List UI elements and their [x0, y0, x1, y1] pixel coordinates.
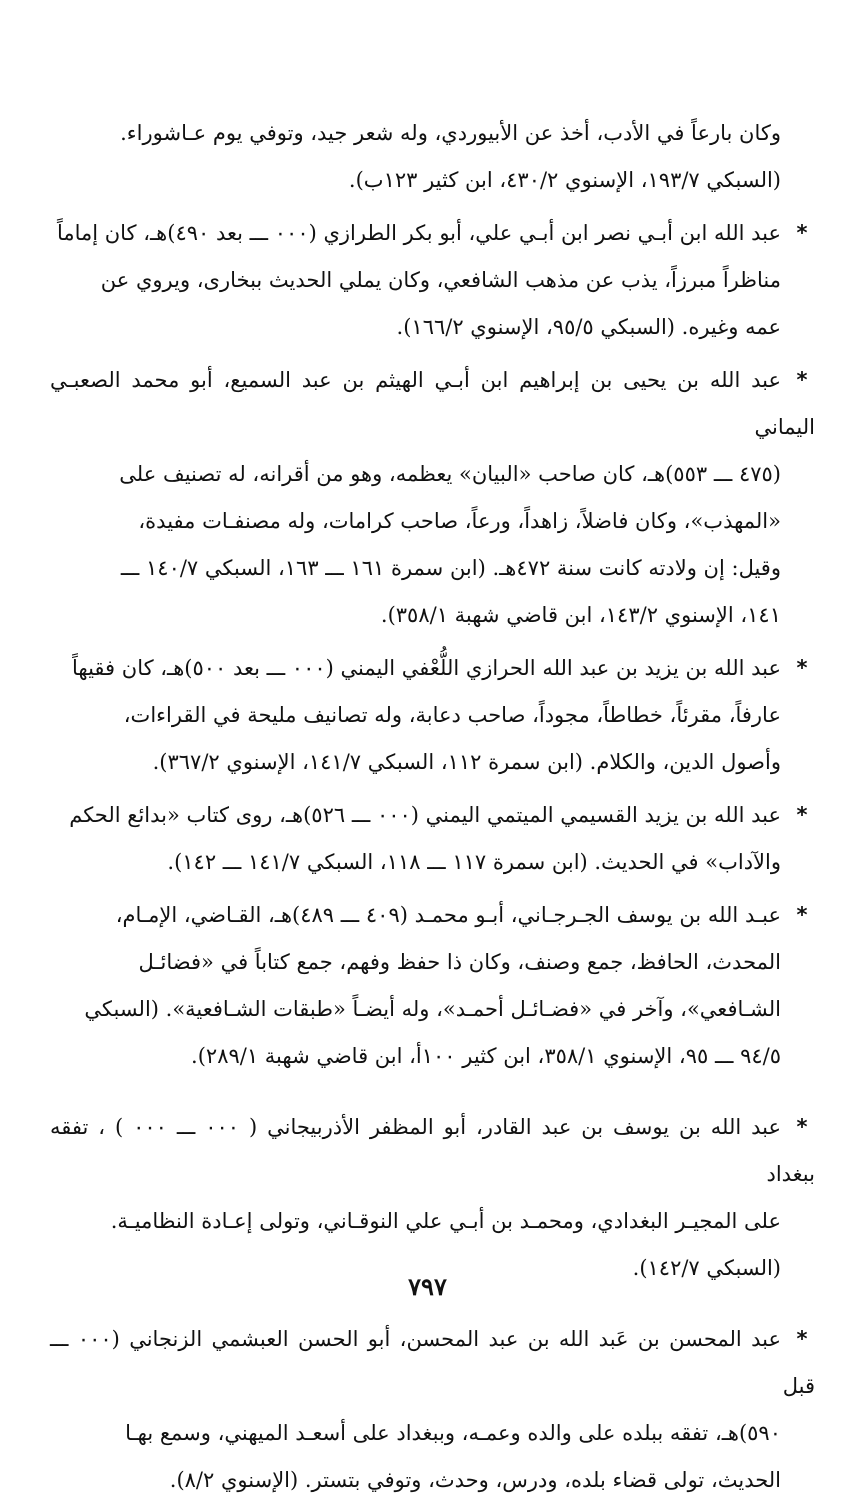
entry-line — [50, 257, 815, 304]
entry-line — [50, 739, 815, 786]
entry-line-text: ١٤١، الإسنوي ١٤٣/٢، ابن قاضي شهبة ٣٥٨/١). — [380, 603, 781, 627]
entry-line-text: ٩٤/٥ ـــ ٩٥، الإسنوي ٣٥٨/١، ابن كثير ١٠٠أ، ابن قاضي شهبة ٢٨٩/١). — [191, 1044, 781, 1068]
entry-line — [50, 110, 815, 157]
entry-line-text: وأصول الدين، والكلام. (ابن سمرة ١١٢، السبكي ١٤١/٧، الإسنوي ٣٦٧/٢). — [152, 750, 781, 774]
biography-entry — [50, 110, 815, 204]
entry-line — [50, 1316, 815, 1410]
entry-line — [50, 645, 815, 692]
entry-line-text: (السبكي ١٤٢/٧). — [632, 1256, 781, 1280]
entry-line — [50, 592, 815, 639]
biography-entry — [50, 357, 815, 639]
entry-line-text: الشـافعي»، وآخر في «فضـائـل أحمـد»، وله أيضـاً «طبقات الشـافعية». (السبكي — [84, 997, 781, 1021]
entry-line-text: وكان بارعاً في الأدب، أخذ عن الأبيوردي، وله شعر جيد، وتوفي يوم عـاشوراء. — [120, 121, 781, 145]
entry-line-text: مناظراً مبرزاً، يذب عن مذهب الشافعي، وكان يملي الحديث ببخارى، ويروي عن — [100, 268, 781, 292]
entry-line — [50, 892, 815, 939]
entry-line — [50, 839, 815, 886]
entry-line-text: وقيل: إن ولادته كانت سنة ٤٧٢هـ. (ابن سمرة ١٦١ ـــ ١٦٣، السبكي ١٤٠/٧ ـــ — [120, 556, 781, 580]
entry-line-text: عبـد الله بن يوسف الجـرجـاني، أبـو محمـد (٤٠٩ ـــ ٤٨٩)هـ، القـاضي، الإمـام، — [115, 903, 781, 927]
entry-line — [50, 1410, 815, 1457]
entry-star-marker: * — [796, 1327, 808, 1351]
page-number: ٧٩٧ — [408, 1272, 447, 1301]
entry-line — [50, 1457, 815, 1504]
entry-line-text: (٤٧٥ ـــ ٥٥٣)هـ، كان صاحب «البيان» يعظمه، وهو من أقرانه، له تصنيف على — [119, 462, 781, 486]
entry-star-marker: * — [796, 368, 808, 392]
entry-line-text: عبد الله ابن أبـي نصر ابن أبـي علي، أبو بكر الطرازي (٠٠٠ ـــ بعد ٤٩٠)هـ، كان إماماً — [56, 221, 781, 245]
entry-line — [50, 498, 815, 545]
entry-line — [50, 304, 815, 351]
entry-line — [50, 792, 815, 839]
entry-line — [50, 451, 815, 498]
entry-line — [50, 1198, 815, 1245]
entry-line-text: ٥٩٠)هـ، تفقه ببلده على والده وعمـه، وببغداد على أسعـد الميهني، وسمع بهـا — [125, 1421, 781, 1445]
entry-line-text: عبد الله بن يزيد بن عبد الله الحرازي اللُّعْفي اليمني (٠٠٠ ـــ بعد ٥٠٠)هـ، كان فقيهاً — [72, 656, 781, 680]
entry-line — [50, 157, 815, 204]
entry-star-marker: * — [796, 221, 808, 245]
entry-line — [50, 1033, 815, 1080]
entry-line-text: عبد المحسن بن عَبد الله بن عبد المحسن، أبو الحسن العبشمي الزنجاني (٠٠٠ ـــ قبل — [50, 1327, 815, 1398]
entry-line-text: (السبكي ١٩٣/٧، الإسنوي ٤٣٠/٢، ابن كثير ١٢٣ب). — [348, 168, 781, 192]
entry-line — [50, 210, 815, 257]
biography-entry — [50, 792, 815, 886]
entry-line — [50, 357, 815, 451]
entry-line-text: عبد الله بن يوسف بن عبد القادر، أبو المظفر الأذربيجاني ( ٠٠٠ ـــ ٠٠٠ ) ، تفقه ببغداد — [50, 1115, 815, 1186]
entry-line-text: عبد الله بن يحيى بن إبراهيم ابن أبـي الهيثم بن عبد السميع، أبو محمد الصعبـي اليماني — [50, 368, 815, 439]
entry-line — [50, 939, 815, 986]
biography-entry — [50, 892, 815, 1080]
entry-star-marker: * — [796, 803, 808, 827]
entry-line — [50, 692, 815, 739]
entry-star-marker: * — [796, 1115, 808, 1139]
biography-entry — [50, 1104, 815, 1292]
entry-line-text: عمه وغيره. (السبكي ٩٥/٥، الإسنوي ١٦٦/٢). — [396, 315, 781, 339]
biography-entry — [50, 210, 815, 351]
entry-line — [50, 545, 815, 592]
entry-line-text: عارفاً، مقرئاً، خطاطاً، مجوداً، صاحب دعابة، وله تصانيف مليحة في القراءات، — [123, 703, 781, 727]
entry-line-text: على المجيـر البغدادي، ومحمـد بن أبـي علي النوقـاني، وتولى إعـادة النظاميـة. — [110, 1209, 781, 1233]
biography-entry — [50, 1316, 815, 1504]
entry-line-text: والآداب» في الحديث. (ابن سمرة ١١٧ ـــ ١١٨، السبكي ١٤١/٧ ـــ ١٤٢). — [167, 850, 781, 874]
entry-star-marker: * — [796, 656, 808, 680]
entry-line-text: المحدث، الحافظ، جمع وصنف، وكان ذا حفظ وفهم، جمع كتاباً في «فضائـل — [138, 950, 781, 974]
entry-gap — [50, 1086, 815, 1104]
entry-line-text: «المهذب»، وكان فاضلاً، زاهداً، ورعاً، صاحب كرامات، وله مصنفـات مفيدة، — [138, 509, 781, 533]
biography-entry — [50, 645, 815, 786]
entry-line-text: عبد الله بن يزيد القسيمي الميتمي اليمني (٠٠٠ ـــ ٥٢٦)هـ، روى كتاب «بدائع الحكم — [69, 803, 781, 827]
entry-line — [50, 986, 815, 1033]
entry-line — [50, 1104, 815, 1198]
entry-star-marker: * — [796, 903, 808, 927]
entry-line-text: الحديث، تولى قضاء بلده، ودرس، وحدث، وتوفي بتستر. (الإسنوي ٨/٢). — [169, 1468, 781, 1492]
